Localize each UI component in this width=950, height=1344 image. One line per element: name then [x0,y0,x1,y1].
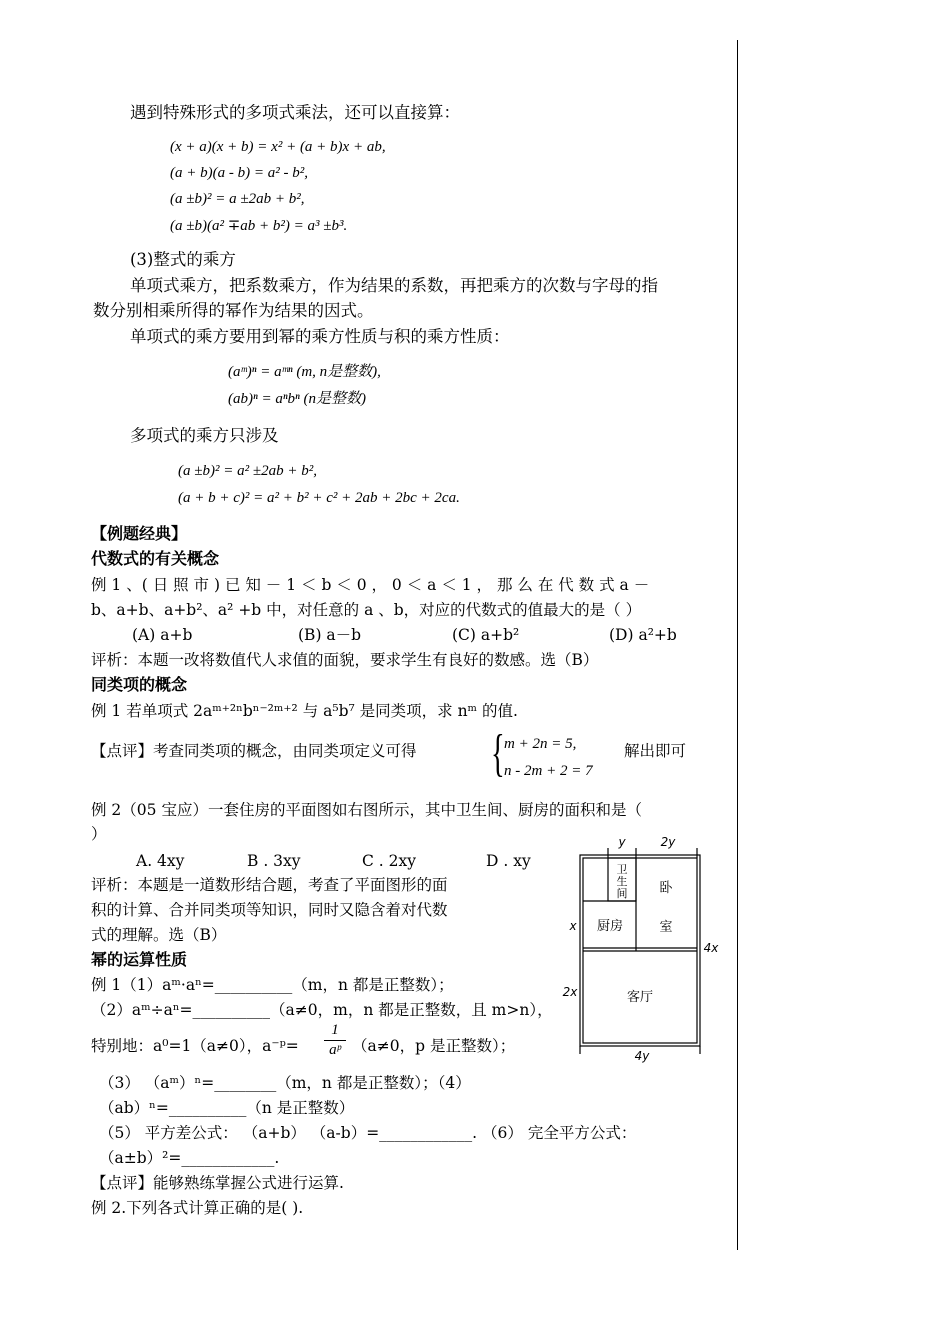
poly-formula-2: (a + b + c)² = a² + b² + c² + 2ab + 2bc + 2ca. [178,490,460,506]
floor-plan-option-a: A. 4xy [136,852,185,870]
label-2x: 2x [562,985,578,999]
intro-text: 遇到特殊形式的多项式乘法，还可以直接算： [130,103,460,122]
example-1-option-a: (A) a+b [132,626,193,644]
equation-system-brace: { [491,725,505,782]
power-rule-special-b: （a≠0，p 是正整数）； [352,1037,516,1055]
bedroom-label-1: 卧 [659,881,673,896]
poly-formula-1: (a ±b)² = a² ±2ab + b², [178,463,317,479]
bathroom-label-3: 间 [616,887,628,900]
topic-algebraic-expressions: 代数式的有关概念 [91,549,220,568]
bathroom-label-2: 生 [616,875,628,888]
examples-heading: 【例题经典】 [91,524,188,543]
floor-plan-comment-1: 评析：本题是一道数形结合题，考查了平面图形的面 [91,876,448,894]
like-terms-example: 例 1 若单项式 2aᵐ⁺²ⁿbⁿ⁻²ᵐ⁺² 与 a⁵b⁷ 是同类项，求 nᵐ 的值. [91,702,518,720]
formula-2: (a + b)(a - b) = a² - b², [170,165,308,181]
power-rules-comment: 【点评】能够熟练掌握公式进行运算. [91,1174,344,1192]
formula-4: (a ±b)(a² ∓ab + b²) = a³ ±b³. [170,218,348,234]
kitchen-label: 厨房 [596,919,624,934]
fraction-numerator: 1 [331,1022,339,1038]
floor-plan-option-d: D . xy [486,852,531,870]
bedroom-label-2: 室 [659,920,673,935]
fraction-one-over-a-p [324,1022,346,1059]
formula-1: (x + a)(x + b) = x² + (a + b)x + ab, [170,139,386,155]
polynomial-power-title: 多项式的乘方只涉及 [130,426,279,445]
example-1-line-1: 例 1 、( 日 照 市 ) 已 知 － 1 ＜ b ＜ 0 ， 0 ＜ a ＜ 1 ， 那 么 在 代 数 式 a － [91,576,650,594]
example-1-option-c: (C) a+b² [452,626,520,644]
floor-plan-example-line-1: 例 2（05 宝应）一套住房的平面图如右图所示，其中卫生间、厨房的面积和是（ [91,801,642,819]
section-3-title: (3)整式的乘方 [130,250,236,269]
power-rule-2: （2）aᵐ÷aⁿ=__________（a≠0，m，n 都是正整数，且 m>n）， [91,1001,553,1019]
example-2-question: 例 2.下列各式计算正确的是( ). [91,1199,304,1217]
power-rule-3-4: （3） （aᵐ）ⁿ=________（m，n 都是正整数）；（4） [99,1074,471,1092]
bathroom-label-1: 卫 [616,863,628,876]
floor-plan-comment-3: 式的理解。选（B） [91,926,227,944]
example-1-option-b: (B) a－b [298,626,362,644]
example-1-comment: 评析：本题一改将数值代人求值的面貌，要求学生有良好的数感。选（B） [91,651,599,669]
living-room-label: 客厅 [626,990,654,1005]
section-3-paragraph-1a: 单项式乘方，把系数乘方，作为结果的系数，再把乘方的次数与字母的指 [130,276,658,295]
power-formula-2: (ab)ⁿ = aⁿbⁿ (n是整数) [228,391,367,407]
section-3-paragraph-2: 单项式的乘方要用到幂的乘方性质与积的乘方性质： [130,327,510,346]
power-rule-5-6: （5） 平方差公式： （a+b） （a-b）=____________. （6） 完全平方公式： [99,1124,637,1142]
floor-plan-option-c: C . 2xy [362,852,417,870]
floor-plan-example-line-2: ） [91,825,107,843]
label-4y: 4y [634,1049,650,1063]
example-1-line-2: b、a+b、a+b²、a² +b 中，对任意的 a 、b，对应的代数式的值最大的是（ ） [91,601,642,619]
label-y: y [618,835,626,849]
margin-rule [737,40,738,1250]
section-3-paragraph-1b: 数分别相乘所得的幂作为结果的因式。 [93,301,374,320]
floor-plan-comment-2: 积的计算、合并同类项等知识，同时又隐含着对代数 [91,901,448,919]
like-terms-solution-note: 解出即可 [624,742,687,760]
power-formula-1: (aᵐ)ⁿ = aᵐⁿ (m, n是整数), [228,364,381,380]
example-1-option-d: (D) a²+b [609,626,677,644]
floor-plan-diagram [560,834,720,1066]
equation-2: n - 2m + 2 = 7 [504,763,593,779]
label-4x: 4x [703,941,719,955]
topic-like-terms: 同类项的概念 [91,675,188,694]
floor-plan-option-b: B . 3xy [247,852,301,870]
power-rule-special-a: 特别地：a⁰=1（a≠0），a⁻ᵖ= [91,1037,299,1055]
equation-1: m + 2n = 5, [504,736,577,752]
power-rule-6b: （a±b）²=____________. [99,1149,280,1167]
like-terms-comment: 【点评】考查同类项的概念，由同类项定义可得 [91,742,417,760]
label-x: x [569,919,577,933]
label-2y: 2y [660,835,676,849]
power-rule-4b: （ab）ⁿ=__________（n 是正整数） [99,1099,355,1117]
fraction-denominator: aᵖ [329,1042,341,1058]
formula-3: (a ±b)² = a ±2ab + b², [170,191,305,207]
topic-power-rules: 幂的运算性质 [91,950,188,969]
power-rule-1: 例 1（1）aᵐ·aⁿ=__________（m，n 都是正整数）； [91,976,454,994]
